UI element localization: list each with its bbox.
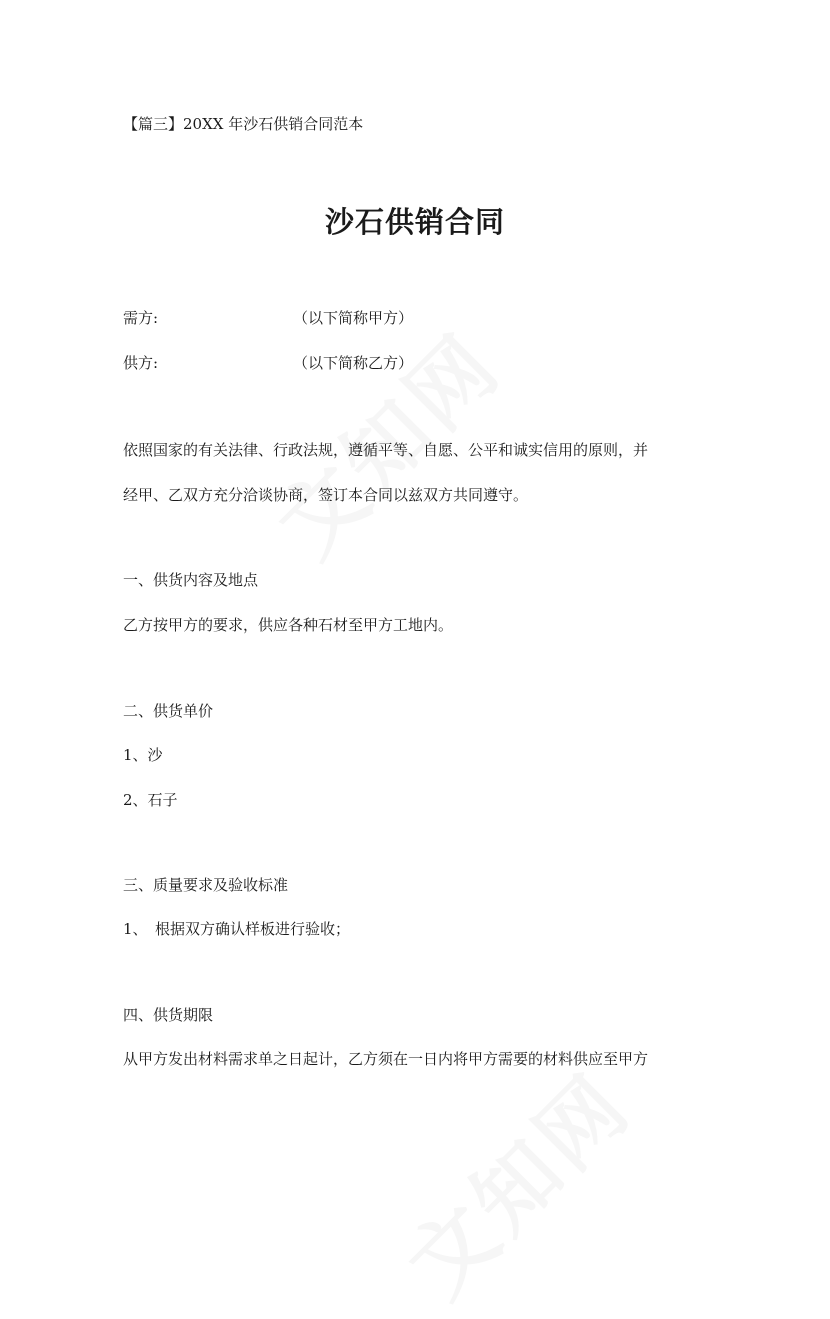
party-b-note: （以下简称乙方） <box>293 354 414 372</box>
party-b-row <box>123 353 413 373</box>
section-4-title: 四、供货期限 <box>123 1006 214 1024</box>
section-4-body: 从甲方发出材料需求单之日起计，乙方须在一日内将甲方需要的材料供应至甲方 <box>123 1050 649 1068</box>
party-a-label: 需方: <box>123 309 159 327</box>
party-a-note: （以下简称甲方） <box>293 309 414 327</box>
watermark-bottom <box>380 1120 650 1241</box>
section-1-title: 一、供货内容及地点 <box>123 571 259 589</box>
section-3-title: 三、质量要求及验收标准 <box>123 876 289 894</box>
section-2-item-2: 2、石子 <box>123 791 178 809</box>
watermark-text <box>377 1042 653 1318</box>
party-a-row <box>123 308 413 328</box>
document-heading: 【篇三】20XX 年沙石供销合同范本 <box>123 115 364 133</box>
section-1-body: 乙方按甲方的要求，供应各种石材至甲方工地内。 <box>123 616 454 634</box>
section-3-item-1: 1、 根据双方确认样板进行验收； <box>123 920 351 938</box>
section-2-title: 二、供货单价 <box>123 702 214 720</box>
contract-title: 沙石供销合同 <box>324 205 505 239</box>
section-2-item-1: 1、沙 <box>123 746 163 764</box>
preamble-line-2: 经甲、乙双方充分洽谈协商，签订本合同以兹双方共同遵守。 <box>123 486 529 504</box>
party-b-label: 供方: <box>123 354 159 372</box>
preamble-line-1: 依照国家的有关法律、行政法规，遵循平等、自愿、公平和诚实信用的原则，并 <box>123 441 649 459</box>
